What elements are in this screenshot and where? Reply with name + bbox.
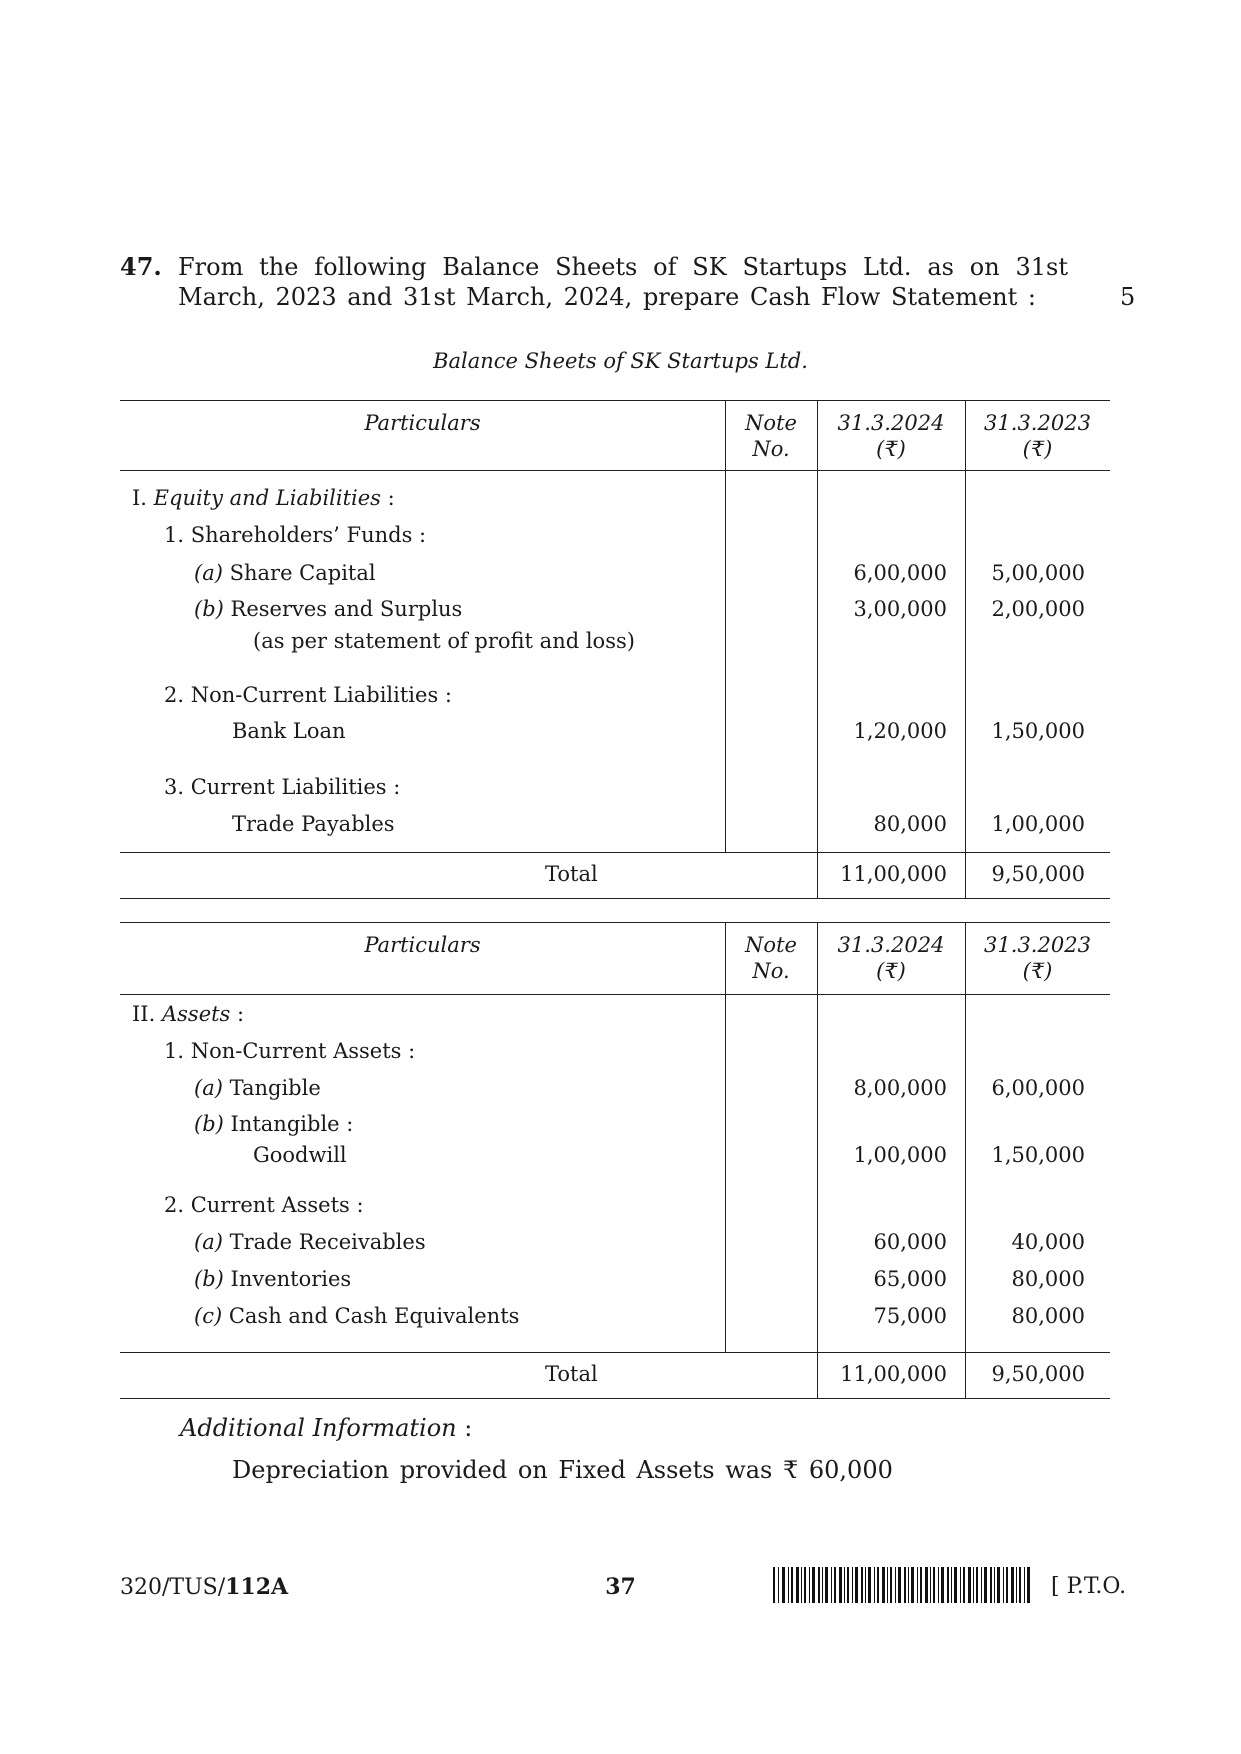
cash-2024: 75,000	[873, 1304, 947, 1328]
current-liabilities: 3. Current Liabilities :	[164, 775, 401, 799]
row-receivables	[194, 1229, 426, 1255]
item-label: (b)	[194, 1112, 224, 1136]
header-note-2: No.	[752, 959, 790, 983]
reserves-2023: 2,00,000	[991, 597, 1085, 621]
paper-code-bold: 112A	[225, 1574, 289, 1600]
additional-info-heading	[180, 1414, 472, 1442]
rule-header	[120, 994, 1110, 995]
header-2024-unit: (₹)	[876, 437, 906, 461]
item-label: (a)	[194, 1230, 223, 1254]
tangible-2024: 8,00,000	[853, 1076, 947, 1100]
total-2024: 11,00,000	[840, 862, 947, 886]
row-inventories	[194, 1266, 351, 1292]
item-label: (c)	[194, 1304, 223, 1328]
item-name: Trade Receivables	[229, 1230, 426, 1254]
total-2023: 9,50,000	[991, 1362, 1085, 1386]
current-assets: 2. Current Assets :	[164, 1193, 364, 1217]
assets-table	[120, 922, 1110, 1402]
header-particulars: Particulars	[364, 411, 481, 435]
header-2024: 31.3.2024	[837, 411, 945, 435]
header-2023-unit: (₹)	[1022, 437, 1053, 461]
non-current-liabilities: 2. Non-Current Liabilities :	[164, 683, 452, 707]
col-rule-note-left	[725, 922, 726, 1352]
item-label: (b)	[194, 1267, 224, 1291]
col-rule-note-left	[725, 400, 726, 852]
liabilities-table	[120, 400, 1110, 902]
goodwill: Goodwill	[253, 1143, 347, 1167]
question-marks: 5	[1120, 283, 1136, 311]
item-name: Reserves and Surplus	[230, 597, 463, 621]
row-cash	[194, 1303, 519, 1329]
rule-total-top	[120, 1352, 1110, 1353]
total-label: Total	[545, 1362, 598, 1386]
question-number: 47.	[120, 252, 162, 281]
header-2023: 31.3.2023	[984, 933, 1091, 957]
item-name: Tangible	[229, 1076, 321, 1100]
rule-bottom	[120, 1398, 1110, 1399]
item-label: (b)	[194, 597, 224, 621]
shareholders-funds: 1. Shareholders’ Funds :	[164, 523, 427, 547]
table-caption: Balance Sheets of SK Startups Ltd.	[433, 349, 808, 373]
additional-info-title: Additional Information	[180, 1414, 457, 1442]
row-share-capital	[194, 560, 376, 586]
additional-info-colon: :	[464, 1414, 473, 1442]
header-note-2: No.	[752, 437, 790, 461]
total-2024: 11,00,000	[840, 1362, 947, 1386]
header-particulars: Particulars	[364, 933, 481, 957]
receivables-2023: 40,000	[1011, 1230, 1085, 1254]
reserves-2024: 3,00,000	[853, 597, 947, 621]
bank-loan-2024: 1,20,000	[853, 719, 947, 743]
inventories-2023: 80,000	[1011, 1267, 1085, 1291]
header-note-1: Note	[745, 411, 797, 435]
section-title: Assets	[161, 1002, 231, 1026]
cash-2023: 80,000	[1011, 1304, 1085, 1328]
section-number: I.	[132, 486, 147, 510]
goodwill-2024: 1,00,000	[853, 1143, 947, 1167]
inventories-2024: 65,000	[873, 1267, 947, 1291]
page-number: 37	[605, 1574, 636, 1600]
goodwill-2023: 1,50,000	[991, 1143, 1085, 1167]
rule-total-top	[120, 852, 1110, 853]
bank-loan: Bank Loan	[232, 719, 346, 743]
item-name: Intangible :	[230, 1112, 354, 1136]
section-number: II.	[132, 1002, 156, 1026]
row-intangible	[194, 1111, 353, 1137]
header-2023: 31.3.2023	[984, 411, 1091, 435]
row-tangible	[194, 1075, 321, 1101]
tangible-2023: 6,00,000	[991, 1076, 1085, 1100]
share-capital-2024: 6,00,000	[853, 561, 947, 585]
depreciation-note: Depreciation provided on Fixed Assets was ₹ 60,000	[232, 1456, 893, 1484]
non-current-assets: 1. Non-Current Assets :	[164, 1039, 416, 1063]
item-label: (a)	[194, 1076, 223, 1100]
pto-label: [ P.T.O.	[1051, 1574, 1127, 1599]
section-colon: :	[237, 1002, 245, 1026]
header-2023-unit: (₹)	[1022, 959, 1053, 983]
header-2024: 31.3.2024	[837, 933, 945, 957]
header-2024-unit: (₹)	[876, 959, 906, 983]
item-name: Share Capital	[229, 561, 376, 585]
section-heading-liabilities	[132, 485, 395, 511]
share-capital-2023: 5,00,000	[991, 561, 1085, 585]
rule-header	[120, 470, 1110, 471]
section-title: Equity and Liabilities	[153, 486, 381, 510]
item-label: (a)	[194, 561, 223, 585]
barcode-icon	[773, 1567, 1033, 1603]
rule-top	[120, 922, 1110, 923]
trade-payables: Trade Payables	[232, 812, 395, 836]
trade-payables-2023: 1,00,000	[991, 812, 1085, 836]
bank-loan-2023: 1,50,000	[991, 719, 1085, 743]
receivables-2024: 60,000	[873, 1230, 947, 1254]
item-name: Inventories	[230, 1267, 352, 1291]
section-heading-assets	[132, 1001, 244, 1027]
rule-top	[120, 400, 1110, 401]
question-text-line1: From the following Balance Sheets of SK Startups Ltd. as on 31st	[178, 253, 1068, 281]
question-text-line2: March, 2023 and 31st March, 2024, prepare Cash Flow Statement :	[178, 283, 1036, 311]
paper-code-prefix: 320/TUS/	[120, 1575, 226, 1600]
rule-bottom	[120, 898, 1110, 899]
reserves-note: (as per statement of profit and loss)	[253, 629, 635, 653]
total-2023: 9,50,000	[991, 862, 1085, 886]
item-name: Cash and Cash Equivalents	[228, 1304, 520, 1328]
trade-payables-2024: 80,000	[873, 812, 947, 836]
total-label: Total	[545, 862, 598, 886]
row-reserves	[194, 596, 462, 622]
section-colon: :	[387, 486, 395, 510]
header-note-1: Note	[745, 933, 797, 957]
